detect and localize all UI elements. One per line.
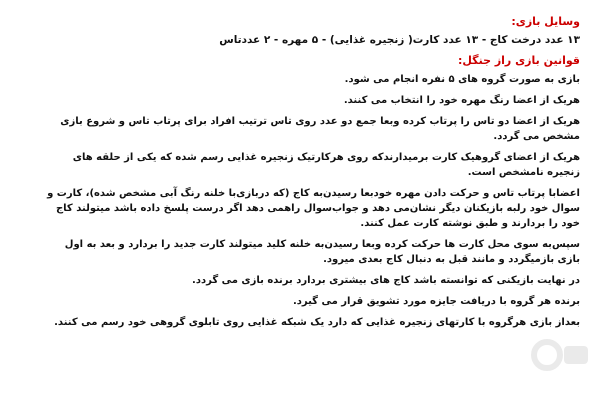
rule-item: برنده هر گروه با دریافت جایزه مورد تشویق قرار می گیرد. [292,296,580,307]
rule-item: هریک از اعضا رنگ مهره خود را انتخاب می کنند. [343,95,580,106]
watermark-logo-icon [530,338,600,380]
rule-item: اعضابا پرتاب تاس و حرکت دادن مهره خودبعا رسیدن‌به کاج (که دربازی‌با خلنه رنگ آبی مشخص شده)، کارت و سوال خود رلبه بازیکنان دیگر نشان‌می دهد و جواب‌سوال راهمی دهد اگر درست پلسخ داده باشد میتولند کاج خود را بردارند و طبق نوشته کارت عمل کنند. [47,188,580,229]
rule-item: بازی به صورت گروه های ۵ نفره انجام می شود. [344,74,580,85]
rule-item: بعداز بازی هرگروه با کارتهای زنجیره غذایی که دارد یک شبکه غذایی روی تابلوی گروهی خود رسم می کنند. [54,317,580,328]
rule-item: هریک از اعضا دو تاس را پرتاب کرده وبعا جمع دو عدد روی تاس ترتیب افراد برای پرتاب تاس و شروع بازی مشخص می گردد. [60,116,580,142]
materials-heading: وسایل بازی: [511,15,580,28]
rules-list [44,72,580,330]
rule-item: هریک از اعضای گروهیک کارت برمیدارندکه روی هرکارتیک زنجیره غذایی رسم شده که یکی از حلقه های زنجیره نامشخص است. [72,152,580,178]
materials-text: ۱۳ عدد درخت کاج - ۱۳ عدد کارت( زنجیره غذایی) - ۵ مهره - ۲ عددتاس [219,34,580,46]
rule-item: سپس‌به سوی محل کارت ها حرکت کرده وبعا رسیدن‌به خلنه کلید میتولند کارت جدید را بردارد و بعد به اول بازی بازمیگردد و مانند قبل به دنبال کاج بعدی میرود. [64,239,580,265]
rule-item: در نهایت بازیکنی که توانسته باشد کاج های بیشتری بردارد برنده بازی می گردد. [192,275,580,286]
watermark-logo-icon [530,338,592,372]
rules-heading: قوانین بازی راز جنگل: [457,54,580,67]
